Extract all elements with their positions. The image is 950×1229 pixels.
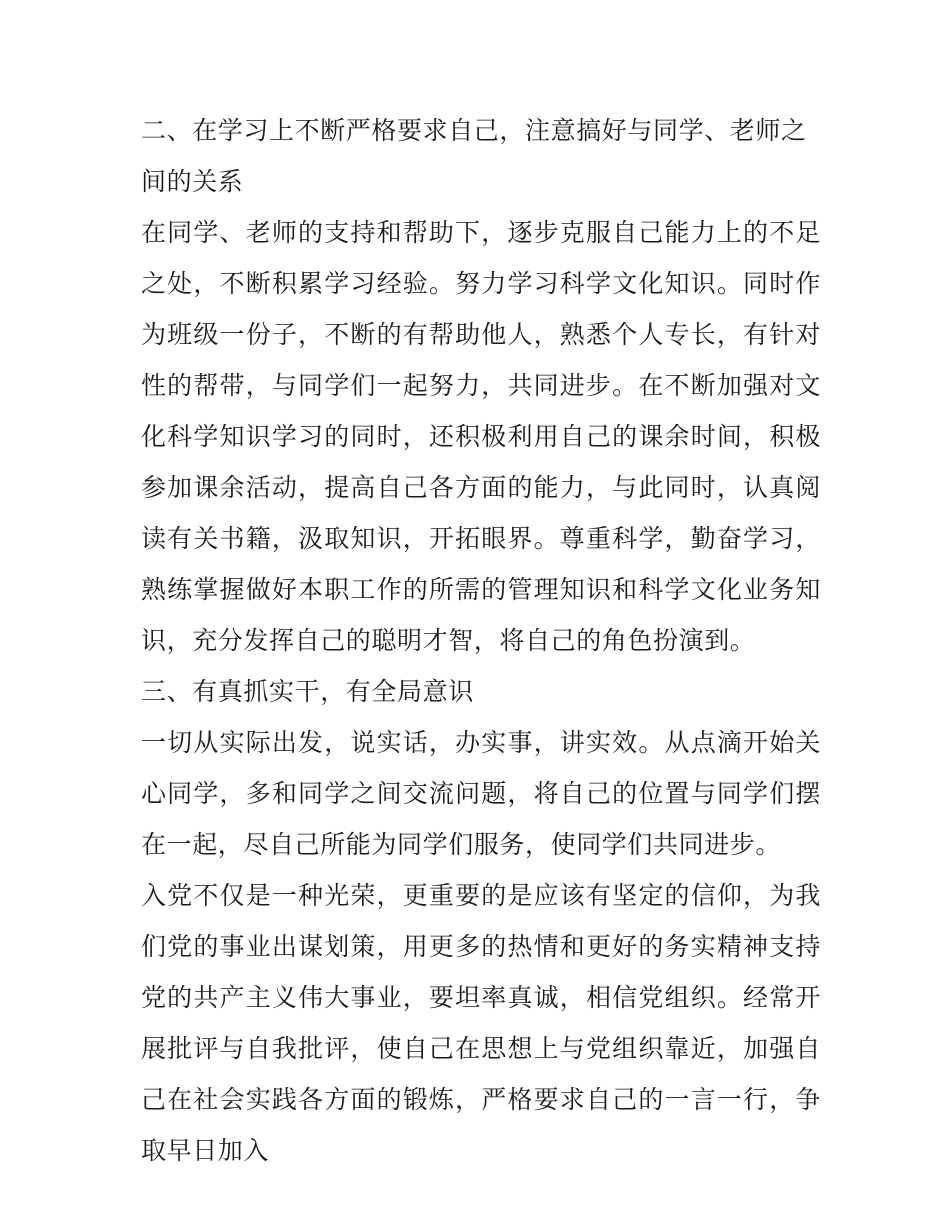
paragraph-study-progress: 在同学、老师的支持和帮助下，逐步克服自己能力上的不足之处，不断积累学习经验。努力学习科学文化知识。同时作为班级一份子，不断的有帮助他人，熟悉个人专长，有针对性的帮带，与同学们一起努力，共同进步。在不断加强对文化科学知识学习的同时，还积极利用自己的课余时间，积极参加课余活动，提高自己各方面的能力，与此同时，认真阅读有关书籍，汲取知识，开拓眼界。尊重科学，勤奋学习，熟练掌握做好本职工作的所需的管理知识和科学文化业务知识，充分发挥自己的聪明才智，将自己的角色扮演到。 bbox=[141, 218, 821, 655]
document-body bbox=[141, 105, 821, 1176]
section-heading-practical: 三、有真抓实干，有全局意识 bbox=[141, 677, 474, 706]
paragraph-party-membership: 入党不仅是一种光荣，更重要的是应该有坚定的信仰，为我们党的事业出谋划策，用更多的热情和更好的务实精神支持党的共产主义伟大事业，要坦率真诚，相信党组织。经常开展批评与自我批评，使自己在思想上与党组织靠近，加强自己在社会实践各方面的锻炼，严格要求自己的一言一行，争取早日加入 bbox=[141, 881, 821, 1165]
section-heading-study: 二、在学习上不断严格要求自己，注意搞好与同学、老师之间的关系 bbox=[141, 116, 807, 196]
paragraph-practical-work: 一切从实际出发，说实话，办实事，讲实效。从点滴开始关心同学，多和同学之间交流问题，将自己的位置与同学们摆在一起，尽自己所能为同学们服务，使同学们共同进步。 bbox=[141, 728, 821, 859]
